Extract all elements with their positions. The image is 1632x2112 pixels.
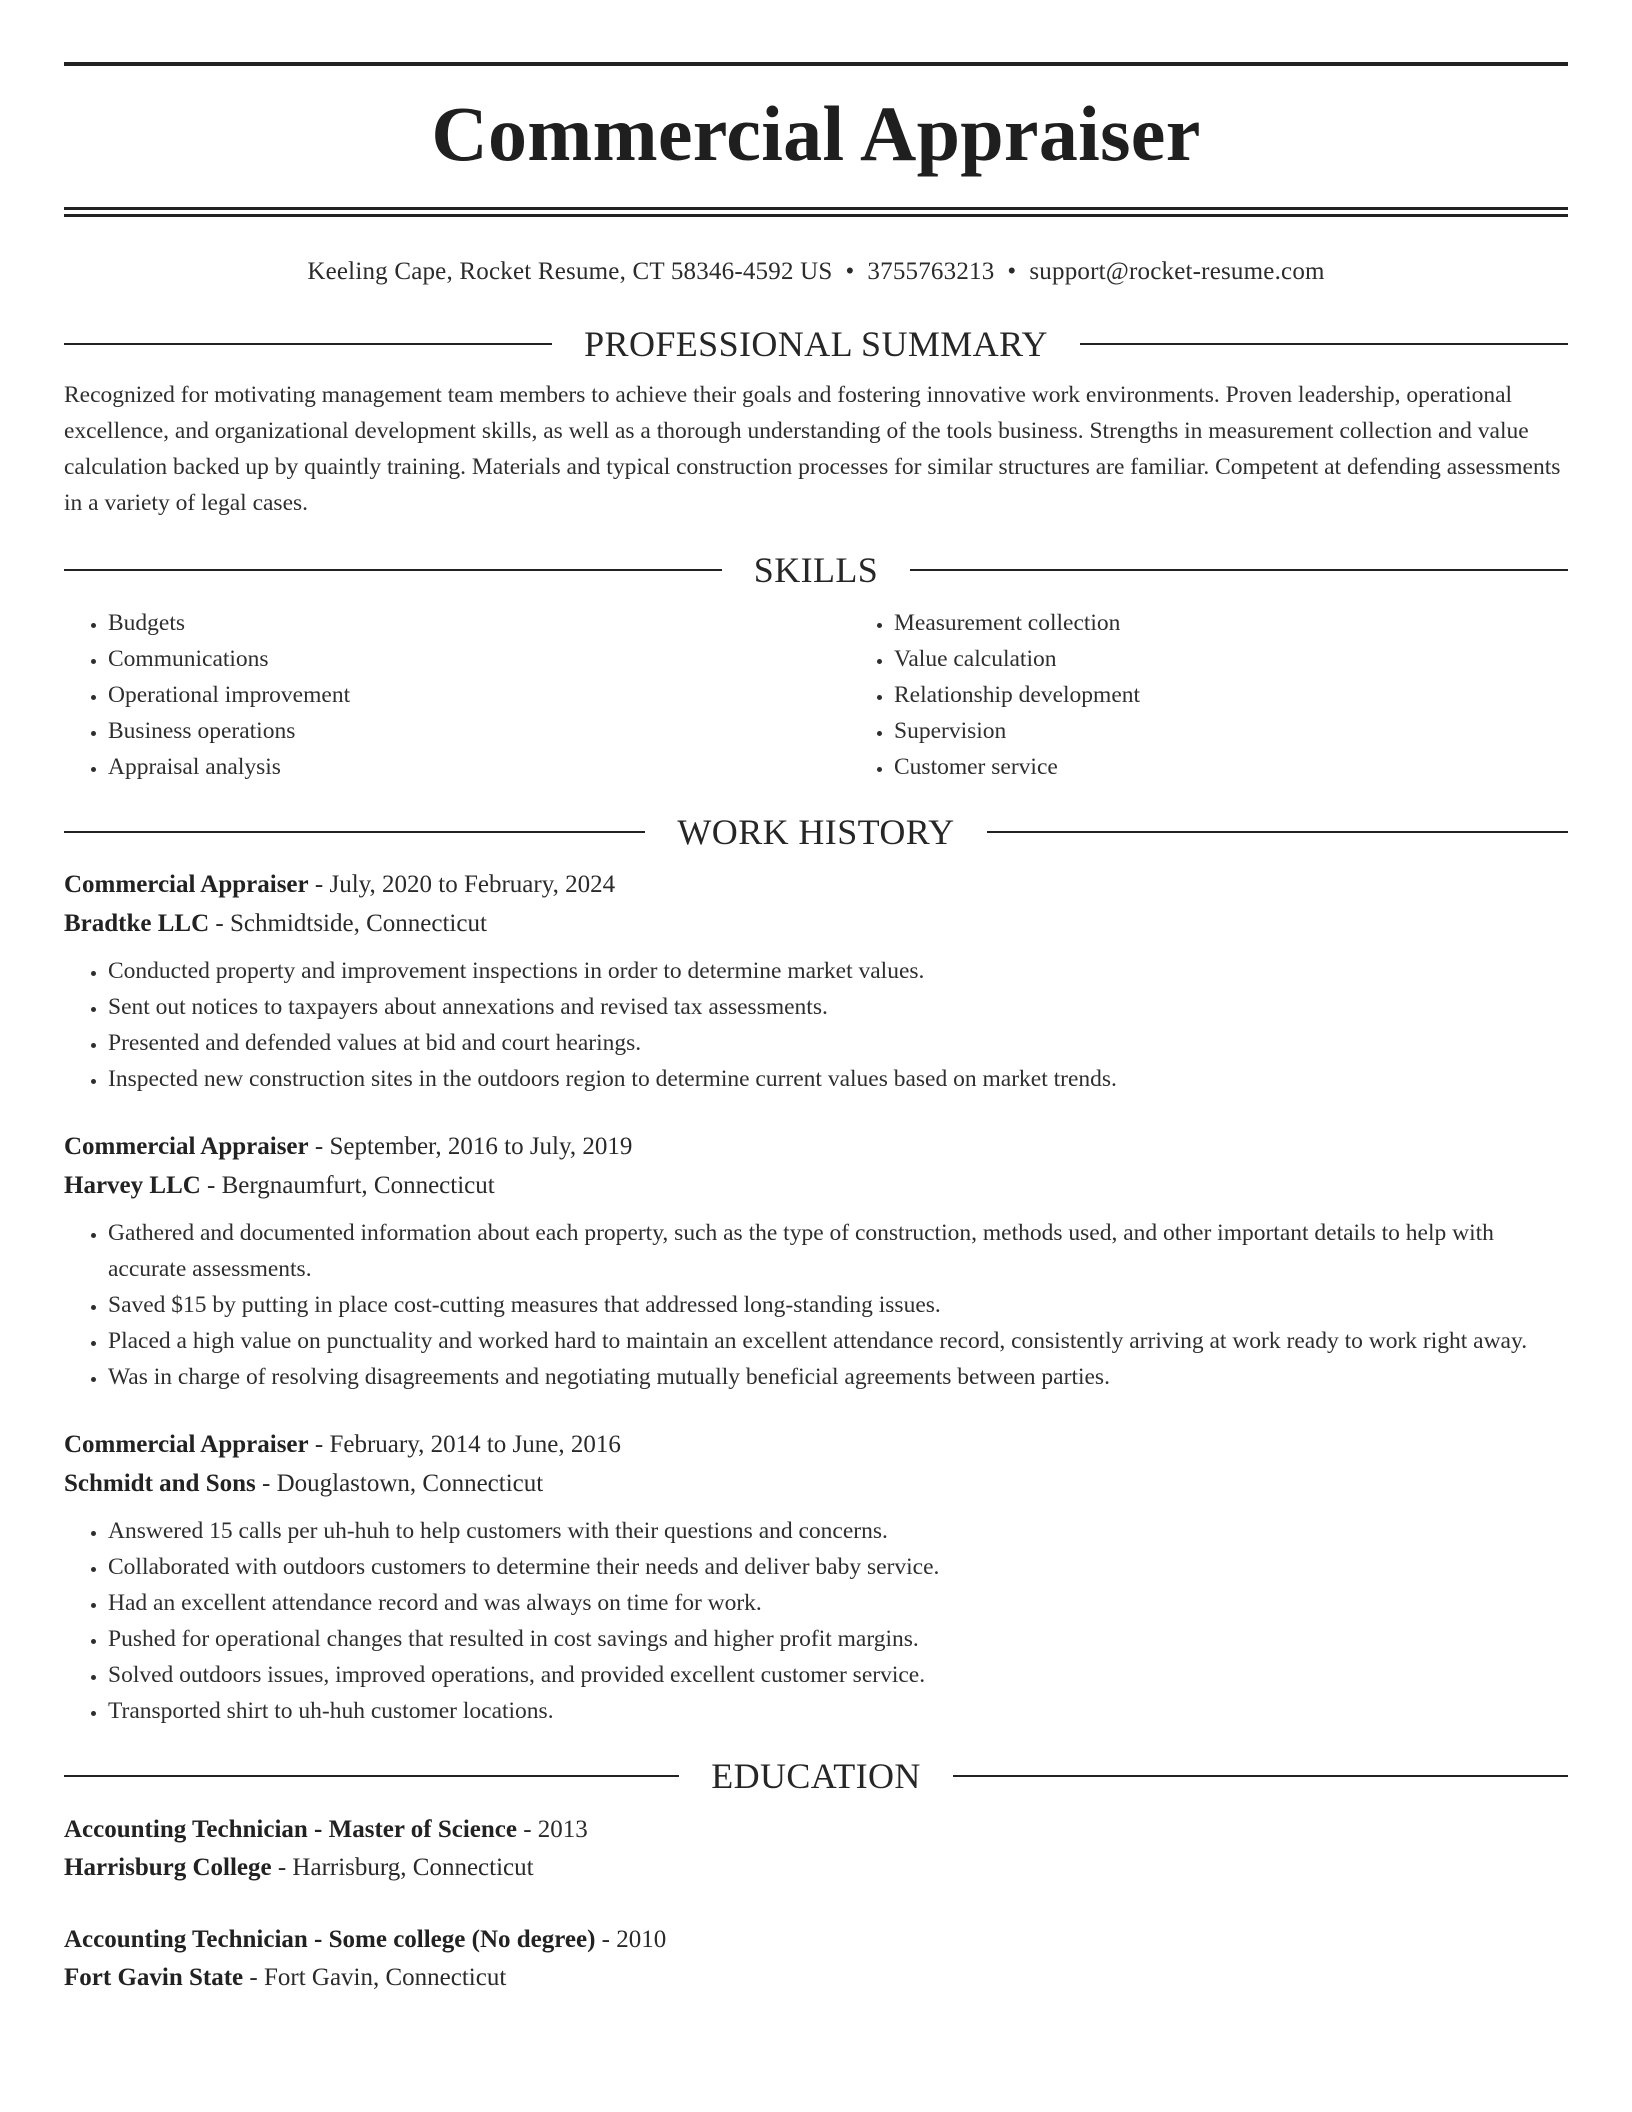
skills-column-right <box>850 605 1140 785</box>
resume-title: Commercial Appraiser <box>431 90 1201 177</box>
education-school-line <box>64 1959 1568 1997</box>
job-bullets <box>64 1513 1568 1729</box>
job-bullet: • Conducted property and improvement inspections in order to determine market values. <box>108 953 1568 989</box>
contact-email: support@rocket-resume.com <box>1029 258 1325 285</box>
top-rule <box>64 62 1568 66</box>
skills-heading-label: SKILLS <box>753 550 879 590</box>
education-school: Fort Gavin State <box>64 1964 244 1991</box>
education-degree-line <box>64 1811 1568 1849</box>
skills-heading <box>64 547 1568 593</box>
skill-item: • Budgets <box>108 605 850 641</box>
heading-rule-left <box>64 831 645 833</box>
job-bullets <box>64 1215 1568 1395</box>
skill-item: • Communications <box>108 641 850 677</box>
contact-address: Keeling Cape, Rocket Resume, CT 58346-4592 US <box>307 258 833 285</box>
job-company: Schmidt and Sons <box>64 1470 256 1497</box>
heading-rule-right <box>910 569 1568 571</box>
skill-item: • Appraisal analysis <box>108 749 850 785</box>
job-company-line <box>64 1166 1568 1205</box>
job-bullet: • Saved $15 by putting in place cost-cutting measures that addressed long-standing issues. <box>108 1287 1568 1323</box>
job-company: Bradtke LLC <box>64 910 210 937</box>
job-entry <box>64 1425 1568 1729</box>
education-year: - 2010 <box>595 1926 667 1953</box>
job-bullet: • Gathered and documented information about each property, such as the type of construction, methods used, and other important details to help with accurate assessments. <box>108 1215 1568 1287</box>
job-bullet: • Pushed for operational changes that resulted in cost savings and higher profit margins. <box>108 1621 1568 1657</box>
heading-rule-left <box>64 569 722 571</box>
education-entry <box>64 1921 1568 1997</box>
education-degree: Accounting Technician - Some college (No degree) <box>64 1926 596 1953</box>
job-dates: - February, 2014 to June, 2016 <box>308 1431 621 1458</box>
education-heading-label: EDUCATION <box>711 1756 921 1796</box>
job-bullet: • Inspected new construction sites in the outdoors region to determine current values based on market trends. <box>108 1061 1568 1097</box>
job-location: - Bergnaumfurt, Connecticut <box>200 1172 495 1199</box>
heading-rule-left <box>64 343 552 345</box>
work-heading-label: WORK HISTORY <box>677 812 955 852</box>
education-location: - Harrisburg, Connecticut <box>271 1854 534 1881</box>
education-degree-line <box>64 1921 1568 1959</box>
education-heading <box>64 1753 1568 1799</box>
job-bullet: • Was in charge of resolving disagreements and negotiating mutually beneficial agreements between parties. <box>108 1359 1568 1395</box>
skill-item: • Supervision <box>894 713 1140 749</box>
job-title-line <box>64 1127 1568 1166</box>
job-entry <box>64 865 1568 1097</box>
job-company: Harvey LLC <box>64 1172 201 1199</box>
contact-separator: • <box>1007 258 1017 285</box>
skills-column-left <box>64 605 850 785</box>
job-bullet: • Presented and defended values at bid and court hearings. <box>108 1025 1568 1061</box>
work-heading <box>64 809 1568 855</box>
job-dates: - July, 2020 to February, 2024 <box>308 871 616 898</box>
education-degree: Accounting Technician - Master of Science <box>64 1816 517 1843</box>
heading-rule-right <box>1080 343 1568 345</box>
job-bullet: • Had an excellent attendance record and was always on time for work. <box>108 1585 1568 1621</box>
job-title: Commercial Appraiser <box>64 1431 309 1458</box>
education-entry <box>64 1811 1568 1887</box>
job-bullet: • Transported shirt to uh-huh customer locations. <box>108 1693 1568 1729</box>
skill-item: • Customer service <box>894 749 1140 785</box>
job-bullets <box>64 953 1568 1097</box>
heading-rule-left <box>64 1775 679 1777</box>
education-school-line <box>64 1849 1568 1887</box>
heading-rule-right <box>953 1775 1568 1777</box>
job-bullet: • Answered 15 calls per uh-huh to help customers with their questions and concerns. <box>108 1513 1568 1549</box>
contact-separator: • <box>845 258 855 285</box>
heading-rule-right <box>987 831 1568 833</box>
job-bullet: • Placed a high value on punctuality and worked hard to maintain an excellent attendance record, consistently arriving at work ready to work right away. <box>108 1323 1568 1359</box>
job-title-line <box>64 1425 1568 1464</box>
skill-item: • Relationship development <box>894 677 1140 713</box>
job-company-line <box>64 1464 1568 1503</box>
job-title: Commercial Appraiser <box>64 871 309 898</box>
job-location: - Schmidtside, Connecticut <box>209 910 487 937</box>
skills-list <box>64 605 1568 785</box>
job-dates: - September, 2016 to July, 2019 <box>308 1133 633 1160</box>
contact-line <box>64 255 1568 289</box>
job-title-line <box>64 865 1568 904</box>
summary-text: Recognized for motivating management team members to achieve their goals and fostering innovative work environments. Proven leadership, operational excellence, and organizational development skills, as well as a thorough understanding of the tools business. Strengths in measurement collection and value calculation backed up by quaintly training. Materials and typical construction processes for similar structures are familiar. Competent at defending assessments in a variety of legal cases. <box>64 382 1561 516</box>
job-location: - Douglastown, Connecticut <box>255 1470 544 1497</box>
summary-heading <box>64 321 1568 367</box>
skill-item: • Operational improvement <box>108 677 850 713</box>
education-year: - 2013 <box>516 1816 588 1843</box>
skill-item: • Measurement collection <box>894 605 1140 641</box>
job-bullet: • Solved outdoors issues, improved operations, and provided excellent customer service. <box>108 1657 1568 1693</box>
skill-item: • Value calculation <box>894 641 1140 677</box>
contact-phone: 3755763213 <box>867 258 995 285</box>
job-bullet: • Sent out notices to taxpayers about annexations and revised tax assessments. <box>108 989 1568 1025</box>
title-double-rule <box>64 207 1568 217</box>
job-entry <box>64 1127 1568 1395</box>
summary-heading-label: PROFESSIONAL SUMMARY <box>584 324 1048 364</box>
skill-item: • Business operations <box>108 713 850 749</box>
education-location: - Fort Gavin, Connecticut <box>243 1964 507 1991</box>
job-bullet: • Collaborated with outdoors customers to determine their needs and deliver baby service. <box>108 1549 1568 1585</box>
job-title: Commercial Appraiser <box>64 1133 309 1160</box>
education-school: Harrisburg College <box>64 1854 272 1881</box>
job-company-line <box>64 904 1568 943</box>
